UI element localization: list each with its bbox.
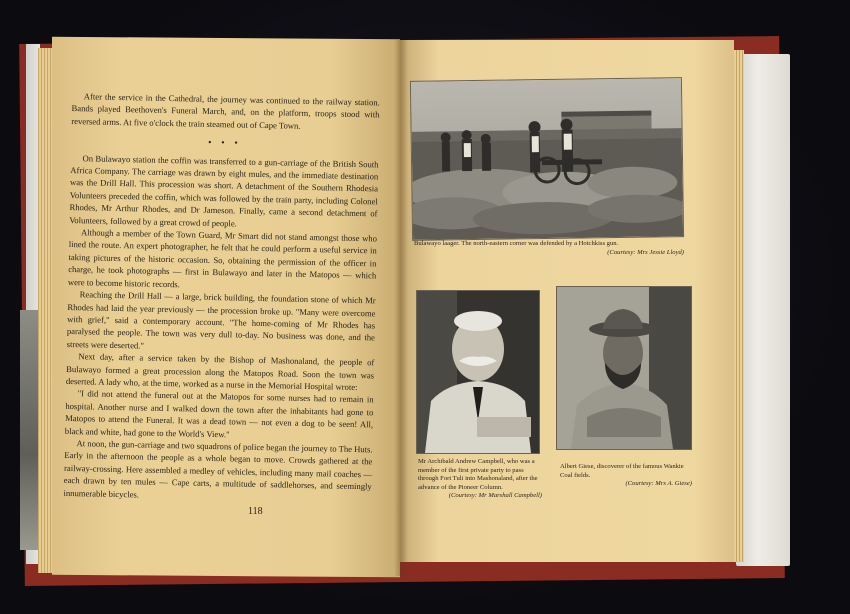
campbell-portrait — [416, 290, 540, 454]
campbell-caption-text: Mr Archibald Andrew Campbell, who was a member of the first private party to pass through Fort Tuli into Mashonaland, after the advance of the Pioneer Column. — [418, 458, 538, 491]
campbell-caption — [418, 458, 542, 501]
jacket-photo-strip — [20, 310, 40, 550]
paragraph: Next day, after a service taken by the Bishop of Mashonaland, the people of Bulawayo formed a great procession along the Matopos Road. Soon the town was deserted. A lady who, at the time, worked as a nurse in the Memorial Hospital wrote: — [65, 351, 375, 392]
laager-photograph — [410, 77, 684, 241]
giese-credit: (Courtesy: Mrs A. Giese) — [625, 480, 692, 488]
laager-caption-text: Bulawayo laager. The north-eastern corner was defended by a Hotchkiss gun. — [414, 240, 619, 247]
paragraph: On Bulawayo station the coffin was transferred to a gun-carriage of the British South Africa Company. The carriage was drawn by eight mules, and the immediate destination was the Drill Hall. This procession was short. A detachment of the Southern Rhodesia Volunteers preceded the coffin, which was followed by the train party, including Colonel Rhodes, Mr Arthur Rhodes, and Dr Jameson. Finally, came a second detachment of Volunteers, followed by a great crowd of people. — [69, 152, 379, 229]
paragraph: Although a member of the Town Guard, Mr Smart did not stand amongst those who lined the route. An expert photographer, he felt that he could perform a useful service in taking pictures of the historic occasion. So, obtaining the permission of the officer in charge, he took photographs — first in Bulawayo and later in the Matopos — which were to become historic records. — [67, 227, 378, 289]
campbell-credit: (Courtesy: Mr Marshall Campbell) — [448, 492, 542, 500]
paragraph: After the service in the Cathedral, the journey was continued to the railway station. Bands played Beethoven's Funeral March, and, on the platform, troops stood with reversed arms. At five o'clock the train steamed out of Cape Town. — [71, 91, 380, 131]
paragraph: At noon, the gun-carriage and two squadrons of police began the journey to The Huts. Early in the afternoon the people as a whole began to move. Crowds gathered at the railway-crossing. Here assembled a medley of vehicles, including many mail coaches — each drawn by ten mules — Cape carts, a multitude of saddlehorses, and seemingly innumerable bicycles. — [63, 438, 373, 500]
laager-credit: (Courtesy: Mrs Jessie Lloyd) — [607, 248, 684, 256]
giese-portrait — [556, 286, 692, 450]
page-edges-left — [38, 48, 52, 573]
giese-caption — [560, 463, 692, 489]
left-page-text — [63, 90, 379, 505]
laager-caption — [414, 240, 684, 257]
paragraph: Reaching the Drill Hall — a large, brick building, the foundation stone of which Mr Rhodes had laid the year previously — the procession broke up. "Many were overcome with grief," said a contemporary account. "The home-coming of Mr Rhodes has paralysed the people. The town was very dull to-day. No business was done, and the streets were deserted." — [66, 289, 376, 351]
dust-jacket-right-edge — [736, 54, 790, 566]
giese-caption-text: Albert Giese, discoverer of the famous Wankie Coal fields. — [560, 463, 684, 479]
page-number: 118 — [248, 506, 263, 517]
book-gutter — [394, 40, 408, 576]
section-separator: • • • — [208, 137, 242, 148]
paragraph: "I did not attend the funeral out at the Matopos for some nurses had to remain in hospital. Another nurse and I walked down the town after the inhabitants had gone to Matopos to attend the Funeral. It was a dead town — not even a dog to be seen! All, black and white, had gone to the World's View." — [64, 388, 374, 439]
